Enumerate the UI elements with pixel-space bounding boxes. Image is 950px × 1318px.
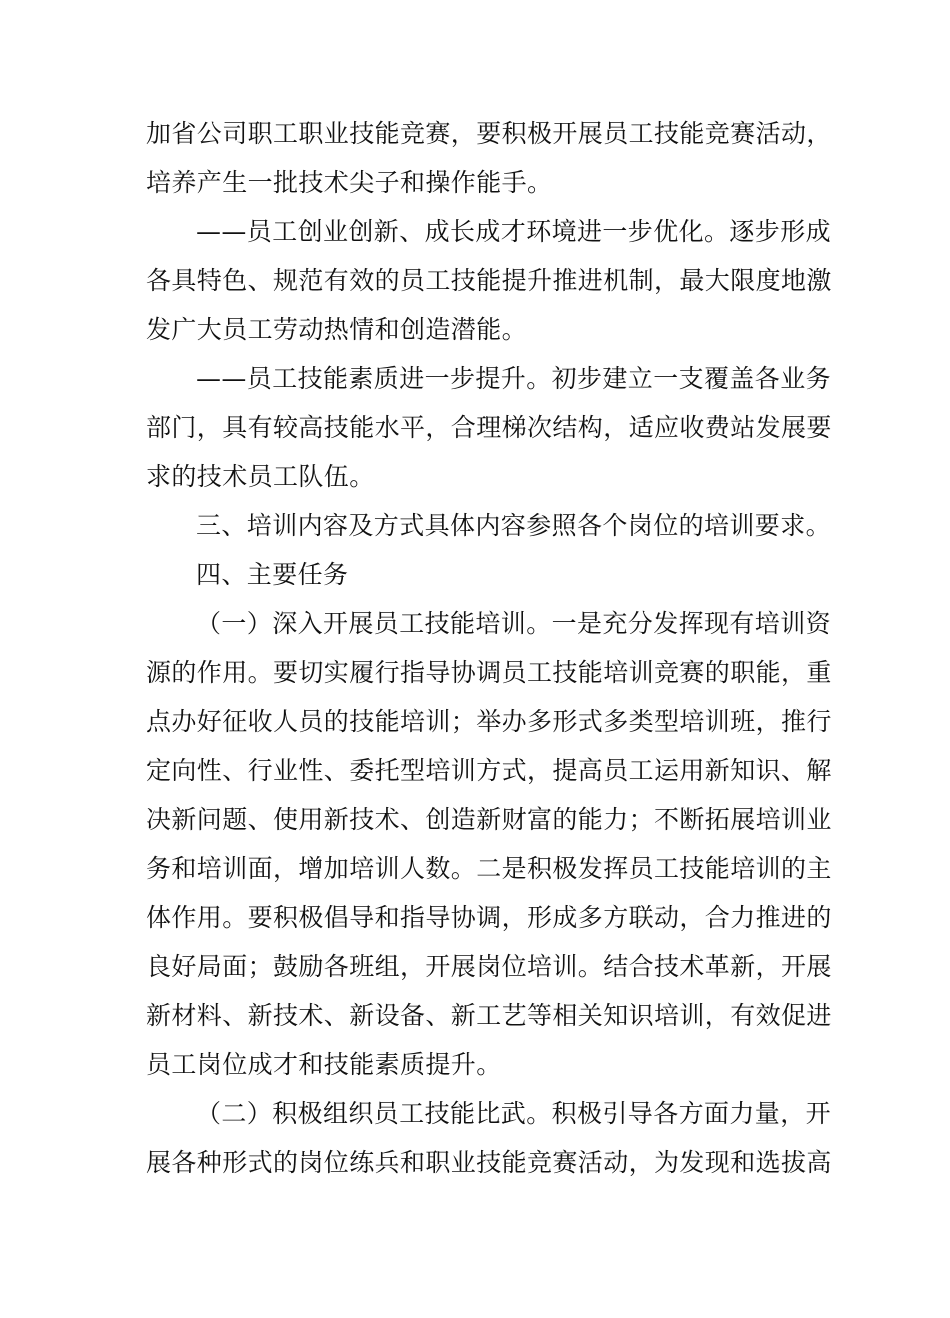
text-line: （二）积极组织员工技能比武。积极引导各方面力量，开 [196, 1099, 832, 1128]
text-line: 点办好征收人员的技能培训；举办多形式多类型培训班，推行 [146, 707, 832, 736]
text-line: ——员工技能素质进一步提升。初步建立一支覆盖各业务 [196, 364, 832, 393]
text-line: （一）深入开展员工技能培训。一是充分发挥现有培训资 [196, 609, 832, 638]
text-line: 良好局面；鼓励各班组，开展岗位培训。结合技术革新，开展 [146, 952, 832, 981]
text-line: 三、培训内容及方式具体内容参照各个岗位的培训要求。 [196, 511, 832, 540]
text-line: 决新问题、使用新技术、创造新财富的能力；不断拓展培训业 [146, 805, 832, 834]
document-body [146, 109, 832, 1187]
text-line: 源的作用。要切实履行指导协调员工技能培训竞赛的职能，重 [146, 658, 832, 687]
text-line: 展各种形式的岗位练兵和职业技能竞赛活动，为发现和选拔高 [146, 1148, 832, 1177]
text-line: 务和培训面，增加培训人数。二是积极发挥员工技能培训的主 [146, 854, 832, 883]
text-line: 定向性、行业性、委托型培训方式，提高员工运用新知识、解 [146, 756, 832, 785]
text-line: 四、主要任务 [196, 560, 349, 589]
text-line: ——员工创业创新、成长成才环境进一步优化。逐步形成 [196, 217, 832, 246]
text-line: 新材料、新技术、新设备、新工艺等相关知识培训，有效促进 [146, 1001, 832, 1030]
text-line: 培养产生一批技术尖子和操作能手。 [146, 168, 553, 197]
text-line: 各具特色、规范有效的员工技能提升推进机制，最大限度地激 [146, 266, 832, 295]
text-line: 体作用。要积极倡导和指导协调，形成多方联动，合力推进的 [146, 903, 832, 932]
text-line: 部门，具有较高技能水平，合理梯次结构，适应收费站发展要 [146, 413, 832, 442]
text-line: 加省公司职工职业技能竞赛，要积极开展员工技能竞赛活动， [146, 119, 832, 148]
text-line: 发广大员工劳动热情和创造潜能。 [146, 315, 528, 344]
text-line: 求的技术员工队伍。 [146, 462, 375, 491]
text-line: 员工岗位成才和技能素质提升。 [146, 1050, 502, 1079]
